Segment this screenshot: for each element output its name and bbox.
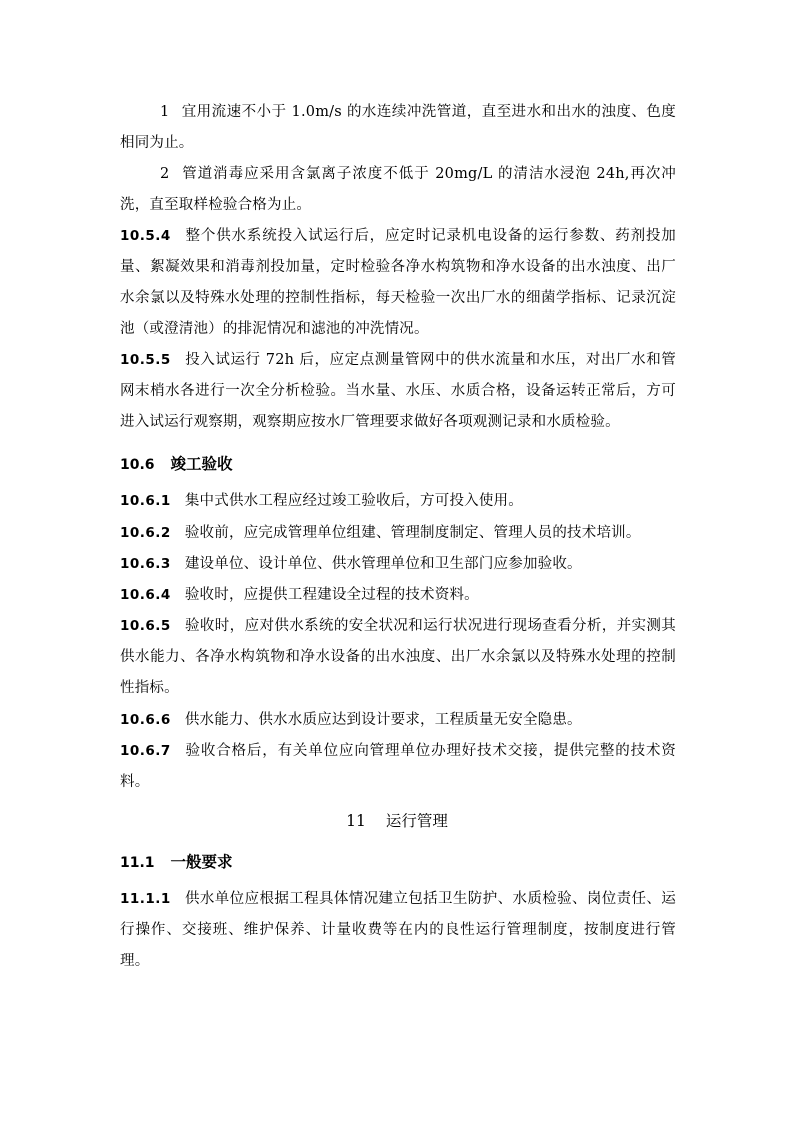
clause-text: 验收合格后，有关单位应向管理单位办理好技术交接，提供完整的技术资料。	[120, 743, 676, 790]
clause-11-1-1	[120, 884, 676, 977]
clause-number: 10.6.7	[120, 743, 171, 759]
clause-text: 供水能力、供水水质应达到设计要求，工程质量无安全隐患。	[184, 712, 582, 728]
clause-10-6-4	[120, 580, 676, 611]
clause-number: 10.5.4	[120, 228, 171, 244]
clause-text: 集中式供水工程应经过竣工验收后，方可投入使用。	[184, 493, 523, 509]
clause-text: 验收时，应提供工程建设全过程的技术资料。	[184, 587, 479, 603]
clause-text: 验收前，应完成管理单位组建、管理制度制定、管理人员的技术培训。	[184, 525, 641, 541]
clause-text: 建设单位、设计单位、供水管理单位和卫生部门应参加验收。	[184, 556, 582, 572]
item-1	[120, 97, 676, 159]
chapter-heading-11	[0, 806, 794, 837]
section-title: 一般要求	[170, 852, 233, 871]
clause-10-6-5	[120, 611, 676, 704]
clause-10-6-1	[120, 486, 676, 517]
clause-10-6-2	[120, 518, 676, 549]
item-text: 管道消毒应采用含氯离子浓度不低于 20mg/L 的清洁水浸泡 24h,再次冲洗，直至取样检验合格为止。	[120, 166, 676, 213]
clause-number: 10.6.3	[120, 556, 171, 572]
clause-number: 10.6.6	[120, 712, 171, 728]
clause-10-5-5	[120, 345, 676, 438]
clause-text: 整个供水系统投入试运行后，应定时记录机电设备的运行参数、药剂投加量、絮凝效果和消毒剂投加量，定时检验各净水构筑物和净水设备的出水浊度、出厂水余氯以及特殊水处理的控制性指标，每天检验一次出厂水的细菌学指标、记录沉淀池（或澄清池）的排泥情况和滤池的冲洗情况。	[120, 228, 676, 337]
clause-number: 10.6.4	[120, 587, 171, 603]
clause-number: 10.6.5	[120, 618, 171, 634]
clause-10-6-3	[120, 549, 676, 580]
item-number: 2	[160, 166, 170, 182]
clause-number: 10.6.2	[120, 525, 171, 541]
clause-number: 10.5.5	[120, 352, 171, 368]
clause-10-5-4	[120, 221, 676, 345]
section-title: 竣工验收	[170, 454, 233, 473]
section-heading-10-6	[120, 448, 233, 481]
chapter-number: 11	[346, 812, 366, 830]
clause-text: 验收时，应对供水系统的安全状况和运行状况进行现场查看分析，并实测其供水能力、各净水构筑物和净水设备的出水浊度、出厂水余氯以及特殊水处理的控制性指标。	[120, 618, 676, 696]
clause-10-6-6	[120, 705, 676, 736]
clause-text: 投入试运行 72h 后，应定点测量管网中的供水流量和水压，对出厂水和管网末梢水各进行一次全分析检验。当水量、水压、水质合格，设备运转正常后，方可进入试运行观察期，观察期应按水厂管理要求做好各项观测记录和水质检验。	[120, 352, 676, 430]
chapter-title: 运行管理	[385, 812, 448, 830]
section-number: 11.1	[120, 855, 155, 871]
item-text: 宜用流速不小于 1.0m/s 的水连续冲洗管道，直至进水和出水的浊度、色度相同为止。	[120, 104, 676, 151]
clause-text: 供水单位应根据工程具体情况建立包括卫生防护、水质检验、岗位责任、运行操作、交接班、维护保养、计量收费等在内的良性运行管理制度，按制度进行管理。	[120, 891, 676, 969]
section-number: 10.6	[120, 457, 155, 473]
item-number: 1	[160, 104, 170, 120]
clause-number: 10.6.1	[120, 493, 171, 509]
section-heading-11-1	[120, 846, 233, 879]
clause-number: 11.1.1	[120, 891, 171, 907]
item-2	[120, 159, 676, 221]
clause-10-6-7	[120, 736, 676, 798]
